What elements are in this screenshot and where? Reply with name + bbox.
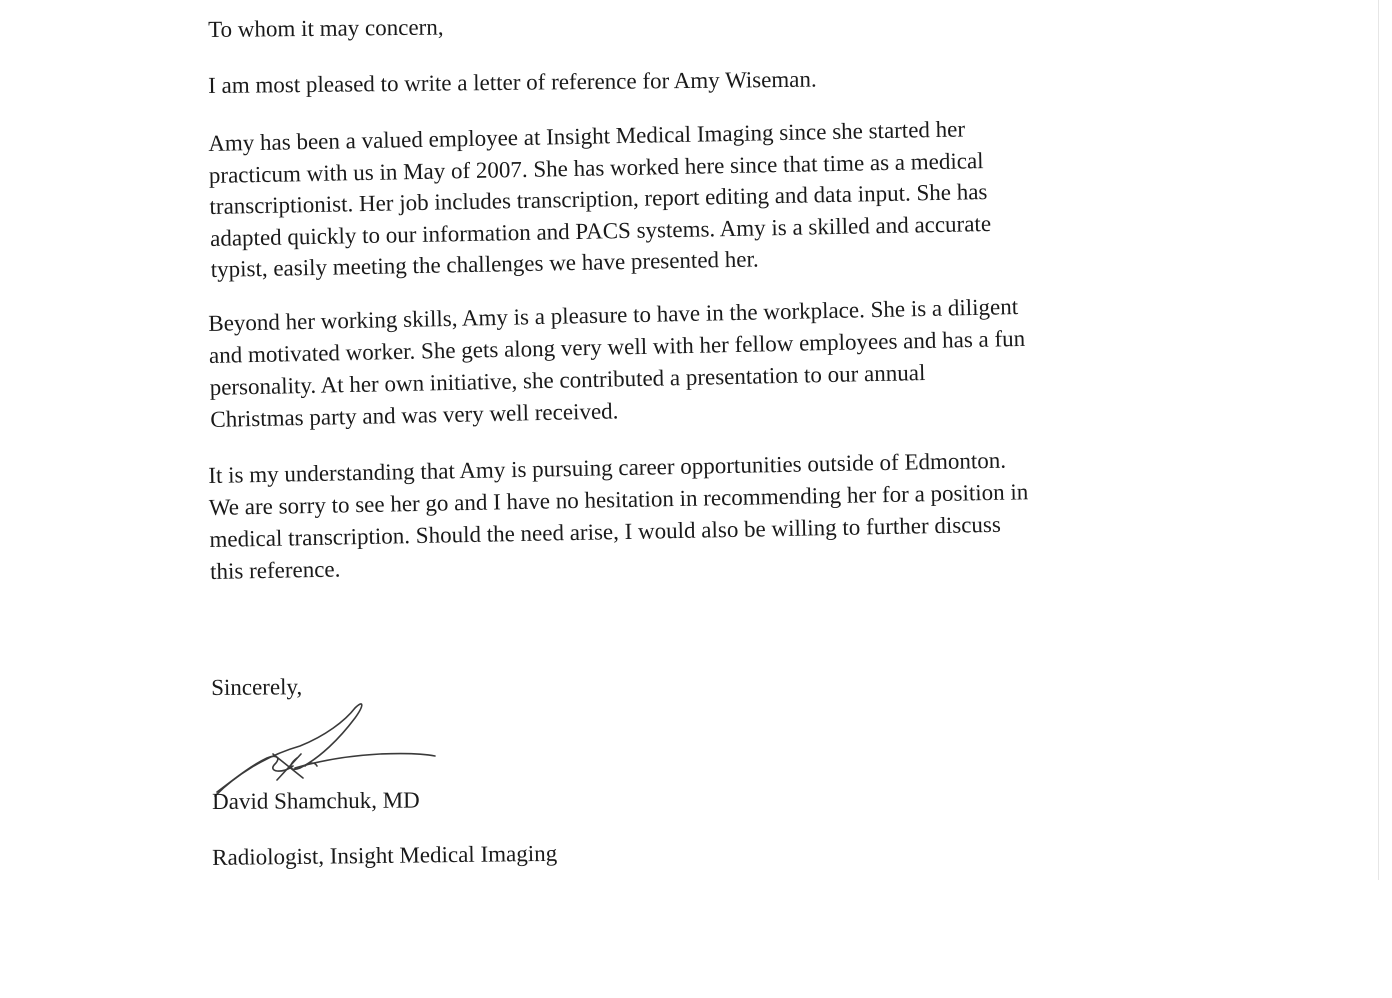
- signer-name: David Shamchuk, MD: [212, 787, 420, 814]
- paragraph-personality: [208, 291, 1027, 436]
- paragraph-line: It is my understanding that Amy is pursuing career opportunities outside of Edmonton.: [208, 447, 1007, 488]
- paragraph-line: typist, easily meeting the challenges we have presented her.: [210, 246, 759, 282]
- intro-sentence: I am most pleased to write a letter of reference for Amy Wiseman.: [208, 66, 817, 98]
- paragraph-line: Beyond her working skills, Amy is a pleasure to have in the workplace. She is a diligent: [208, 294, 1019, 336]
- closing: Sincerely,: [211, 674, 303, 700]
- paragraph-line: medical transcription. Should the need arise, I would also be willing to further discuss: [209, 511, 1002, 552]
- scan-edge-line: [1378, 0, 1379, 880]
- paragraph-recommendation: [208, 444, 1030, 588]
- paragraph-line: practicum with us in May of 2007. She has worked here since that time as a medical: [208, 147, 984, 188]
- paragraph-line: and motivated worker. She gets along very well with her fellow employees and has a fun: [208, 325, 1026, 368]
- paragraph-line: personality. At her own initiative, she contributed a presentation to our annual: [209, 359, 926, 400]
- paragraph-line: Christmas party and was very well received.: [210, 398, 619, 432]
- paragraph-line: We are sorry to see her go and I have no hesitation in recommending her for a position in: [208, 479, 1029, 520]
- signer-title: Radiologist, Insight Medical Imaging: [212, 840, 558, 870]
- salutation: To whom it may concern,: [208, 14, 444, 42]
- paragraph-line: Amy has been a valued employee at Insight Medical Imaging since she started her: [208, 116, 966, 156]
- paragraph-line: transcriptionist. Her job includes transcription, report editing and data input. She has: [209, 179, 988, 219]
- paragraph-line: adapted quickly to our information and PACS systems. Amy is a skilled and accurate: [209, 210, 992, 251]
- signature-stroke: [215, 704, 362, 796]
- paragraph-line: this reference.: [209, 556, 341, 584]
- paragraph-employment: [208, 113, 992, 285]
